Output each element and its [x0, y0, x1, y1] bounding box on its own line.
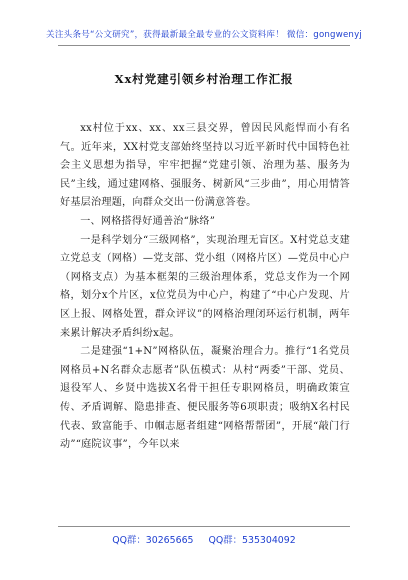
paragraph-intro: xx村位于xx、xx、xx三县交界，曾因民风彪悍而小有名气。近年来，XX村党支部始终坚持以习近平新时代中国特色社会主义思想为指导，牢牢把握“党建引领、治理为基、服务为民”主线，通过建网格、强服务、树新风“三步曲”，用心用情答好基层治理题，向群众交出一份满意答卷。 — [60, 123, 350, 209]
paragraph-grid-division: 一是科学划分“三级网格”，实现治理无盲区。X村党总支建立党总支（网格）—党支部、党小组（网格片区）—党员中心户（网格支点）为基本框架的三级治理体系，党总支作为一个网格，划分x个片区，x位党员为中心户，构建了“中心户发现、片区上报、网格处置，群众评议”的网格治理闭环运行机制，两年来累计解决矛盾纠纷x起。 — [60, 234, 350, 339]
footer-contacts — [0, 532, 408, 546]
qq-group-2: QQ群：535304092 — [208, 535, 296, 546]
footer-divider — [58, 526, 350, 527]
qq-group-1: QQ群：30265665 — [112, 535, 194, 546]
section-heading-1: 一、网格搭得好通善治“脉络” — [80, 215, 216, 227]
header-divider — [58, 45, 350, 46]
document-body — [60, 120, 350, 455]
header-promo-note: 关注头条号“公文研究”，获得最新最全最专业的公文资料库！ 微信：gongwenyj — [46, 30, 362, 40]
paragraph-grid-team: 二是建强“1+N”网格队伍，凝聚治理合力。推行“1名党员网格员+N名群众志愿者”队伍模式：从村“两委”干部、党员、退役军人、乡贤中选拔X名骨干担任专职网格员，明确政策宣传、矛盾调解、隐患排查、便民服务等6项职责；吸纳X名村民代表、致富能手、巾帼志愿者组建“网格帮帮团”，开展“敲门行动”“庭院议事”，今年以来 — [60, 346, 350, 451]
document-title: Xx村党建引领乡村治理工作汇报 — [114, 72, 294, 86]
